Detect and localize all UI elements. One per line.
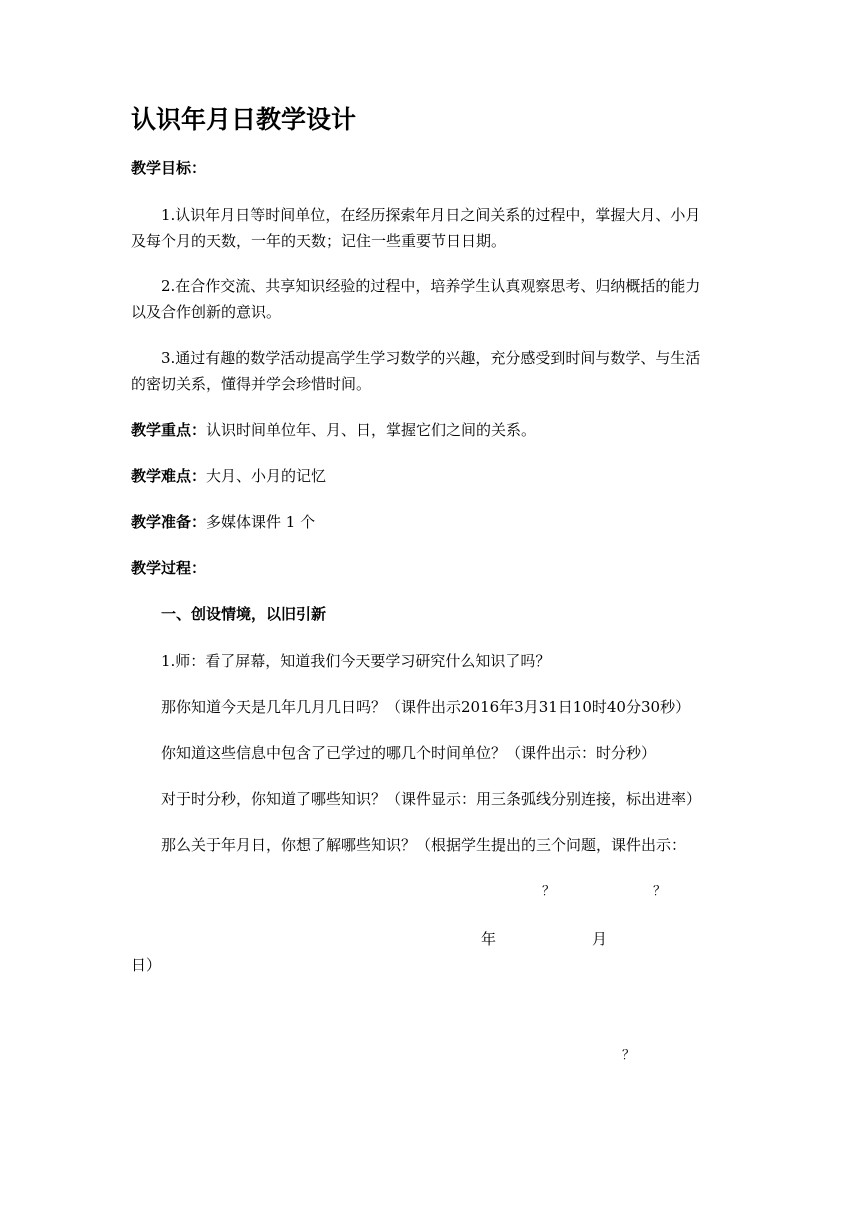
paragraph-5: 那么关于年月日，你想了解哪些知识？（根据学生提出的三个问题，课件出示： <box>161 836 687 854</box>
key-point-text: 认识时间单位年、月、日，掌握它们之间的关系。 <box>206 421 537 439</box>
diagram-month-label: 月 <box>592 930 608 948</box>
question-mark-3: ？ <box>622 1048 636 1063</box>
process-label: 教学过程： <box>131 559 207 577</box>
diagram-year-label: 年 <box>481 930 497 948</box>
preparation-label: 教学准备： <box>131 513 207 531</box>
paragraph-2: 那你知道今天是几年几月几日吗？（课件出示2016年3月31日10时40分30秒） <box>161 698 691 716</box>
goal-2-line-1: 2.在合作交流、共享知识经验的过程中，培养学生认真观察思考、归纳概括的能力 <box>161 277 701 295</box>
goal-3-line-1: 3.通过有趣的数学活动提高学生学习数学的兴趣，充分感受到时间与数学、与生活 <box>161 349 701 367</box>
diagram-day-label: 日） <box>131 956 162 974</box>
paragraph-4: 对于时分秒，你知道了哪些知识？（课件显示：用三条弧线分别连接，标出进率） <box>161 790 702 808</box>
goals-label: 教学目标： <box>131 159 207 177</box>
goal-1-line-1: 1.认识年月日等时间单位，在经历探索年月日之间关系的过程中，掌握大月、小月 <box>161 206 701 224</box>
question-mark-2: ？ <box>653 884 667 899</box>
goal-3-line-2: 的密切关系，懂得并学会珍惜时间。 <box>131 375 372 393</box>
preparation-text: 多媒体课件 1 个 <box>206 513 316 531</box>
question-mark-1: ？ <box>542 884 556 899</box>
section-1-heading: 一、创设情境，以旧引新 <box>161 605 327 623</box>
preparation-row <box>131 512 315 532</box>
goal-2-line-2: 以及合作创新的意识。 <box>131 303 282 321</box>
key-point-label: 教学重点： <box>131 421 207 439</box>
goal-1-line-2: 及每个月的天数，一年的天数；记住一些重要节日日期。 <box>131 232 507 250</box>
paragraph-1: 1.师：看了屏幕，知道我们今天要学习研究什么知识了吗？ <box>161 652 551 670</box>
key-point-row <box>131 420 536 440</box>
difficulty-row <box>131 466 326 486</box>
difficulty-label: 教学难点： <box>131 467 207 485</box>
difficulty-text: 大月、小月的记忆 <box>206 467 327 485</box>
page-title: 认识年月日教学设计 <box>131 105 357 134</box>
paragraph-3: 你知道这些信息中包含了已学过的哪几个时间单位？（课件出示：时分秒） <box>161 744 657 762</box>
